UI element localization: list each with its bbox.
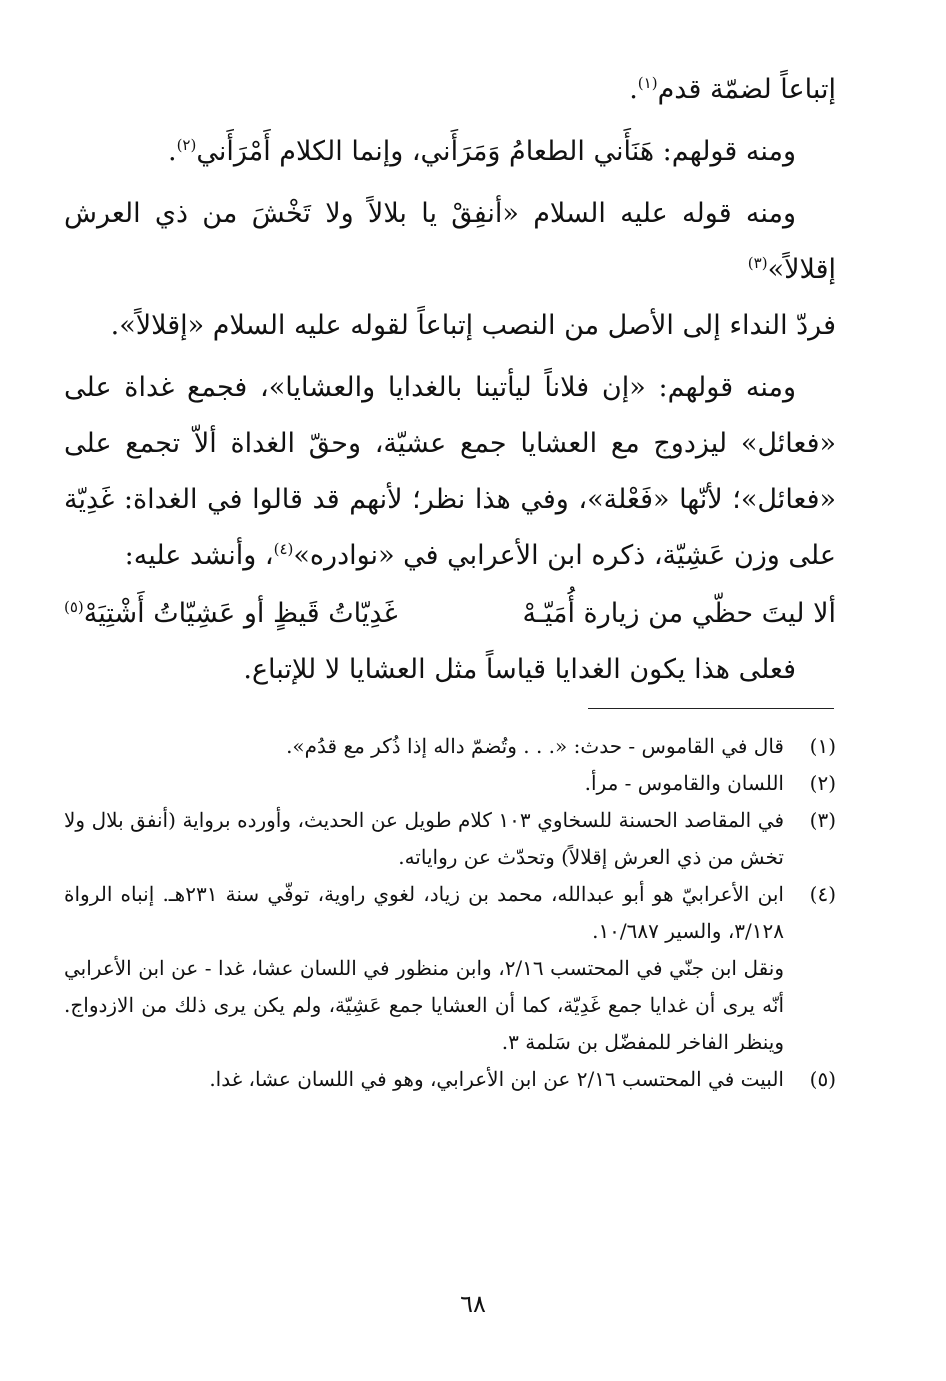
- footnote-ref-5: (٥): [64, 598, 84, 616]
- footnote-text: في المقاصد الحسنة للسخاوي ١٠٣ كلام طويل عن الحديث، وأورده برواية (أنفق بلال ولا تخش من ذي العرش إقلالاً) وتحدّث عن رواياته.: [64, 808, 784, 869]
- main-text: [64, 62, 836, 698]
- verse-first-hemistich: ألا ليتَ حظّي من زيارة أُمَيّـهْ: [522, 598, 836, 629]
- footnote-text: ابن الأعرابيّ هو أبو عبدالله، محمد بن زياد، لغوي راوية، توفّي سنة ٢٣١هـ. إنباه الرواة ٣/١٢٨، والسير ١٠/٦٨٧.: [64, 882, 784, 943]
- footnote-ref-1: (١): [637, 74, 658, 92]
- footnote-number: (٣): [809, 808, 836, 832]
- paragraph-3-continued: فردّ النداء إلى الأصل من النصب إتباعاً لقوله عليه السلام «إقلالاً».: [110, 310, 836, 341]
- verse-second-hemistich: غَدِيّاتُ قَيظٍ أو عَشِيّاتُ أَشْتِيَهْ$^{(٥)}$: [64, 598, 398, 629]
- footnote-ref-3: (٣): [747, 254, 768, 272]
- footnote-text: قال في القاموس - حدث: «. . . وتُضمّ داله إذا ذُكر مع قدُم».: [286, 734, 784, 758]
- paragraph-2: ومنه قولهم: هَنَأَني الطعامُ وَمَرَأَني، وإنما الكلام أَمْرَأَني$^{(٢)}$.: [167, 136, 796, 167]
- poetry-verse: [64, 586, 836, 642]
- footnote-text: اللسان والقاموس - مرأ.: [584, 771, 784, 795]
- footnotes: [64, 728, 836, 1098]
- footnote-number: (٤): [809, 882, 836, 906]
- footnote-ref-2: (٢): [176, 136, 197, 154]
- footnote-separator: [588, 708, 834, 709]
- footnote-4: [64, 876, 836, 1061]
- footnote-ref-4: (٤): [273, 540, 294, 558]
- paragraph-3: ومنه قوله عليه السلام «أنفِقْ يا بلالاً ولا تَخْشَ من ذي العرش إقلالاً»$^{(٣)}$: [64, 198, 836, 285]
- paragraph-4: ومنه قولهم: «إن فلاناً ليأتينا بالغدايا والعشايا»، فجمع غداة على «فعائل» ليزدوج مع العشايا جمع عشيّة، وحقّ الغداة ألاّ تجمع على «فعائل»؛ لأنّها «فَعْلة»، وفي هذا نظر؛ لأنهم قد قالوا في الغداة: غَدِيّة على وزن عَشِيّة، ذكره ابن الأعرابي في «نوادره»$^{(٤)}$، وأنشد عليه:: [64, 372, 836, 571]
- footnote-5: [64, 1061, 836, 1098]
- paragraph-1: إتباعاً لضمّة قدم$^{(١)}$.: [629, 74, 836, 105]
- footnote-2: [64, 765, 836, 802]
- page-number: ٦٨: [460, 1290, 486, 1318]
- footnote-text: البيت في المحتسب ٢/١٦ عن ابن الأعرابي، وهو في اللسان عشا، غدا.: [209, 1067, 784, 1091]
- footnote-1: [64, 728, 836, 765]
- footnote-3: [64, 802, 836, 876]
- paragraph-5: فعلى هذا يكون الغدايا قياساً مثل العشايا لا للإتباع.: [243, 654, 796, 685]
- footnote-text-continued: ونقل ابن جنّي في المحتسب ٢/١٦، وابن منظور في اللسان عشا، غدا - عن ابن الأعرابي أنّه يرى أن غدايا جمع غَدِيّة، كما أن العشايا جمع عَشِيّة، ولم يكن يرى ذلك من الازدواج. وينظر الفاخر للمفضّل بن سَلمة ٣.: [64, 956, 784, 1054]
- footnote-number: (١): [809, 734, 836, 758]
- footnote-number: (٥): [809, 1067, 836, 1091]
- footnote-number: (٢): [809, 771, 836, 795]
